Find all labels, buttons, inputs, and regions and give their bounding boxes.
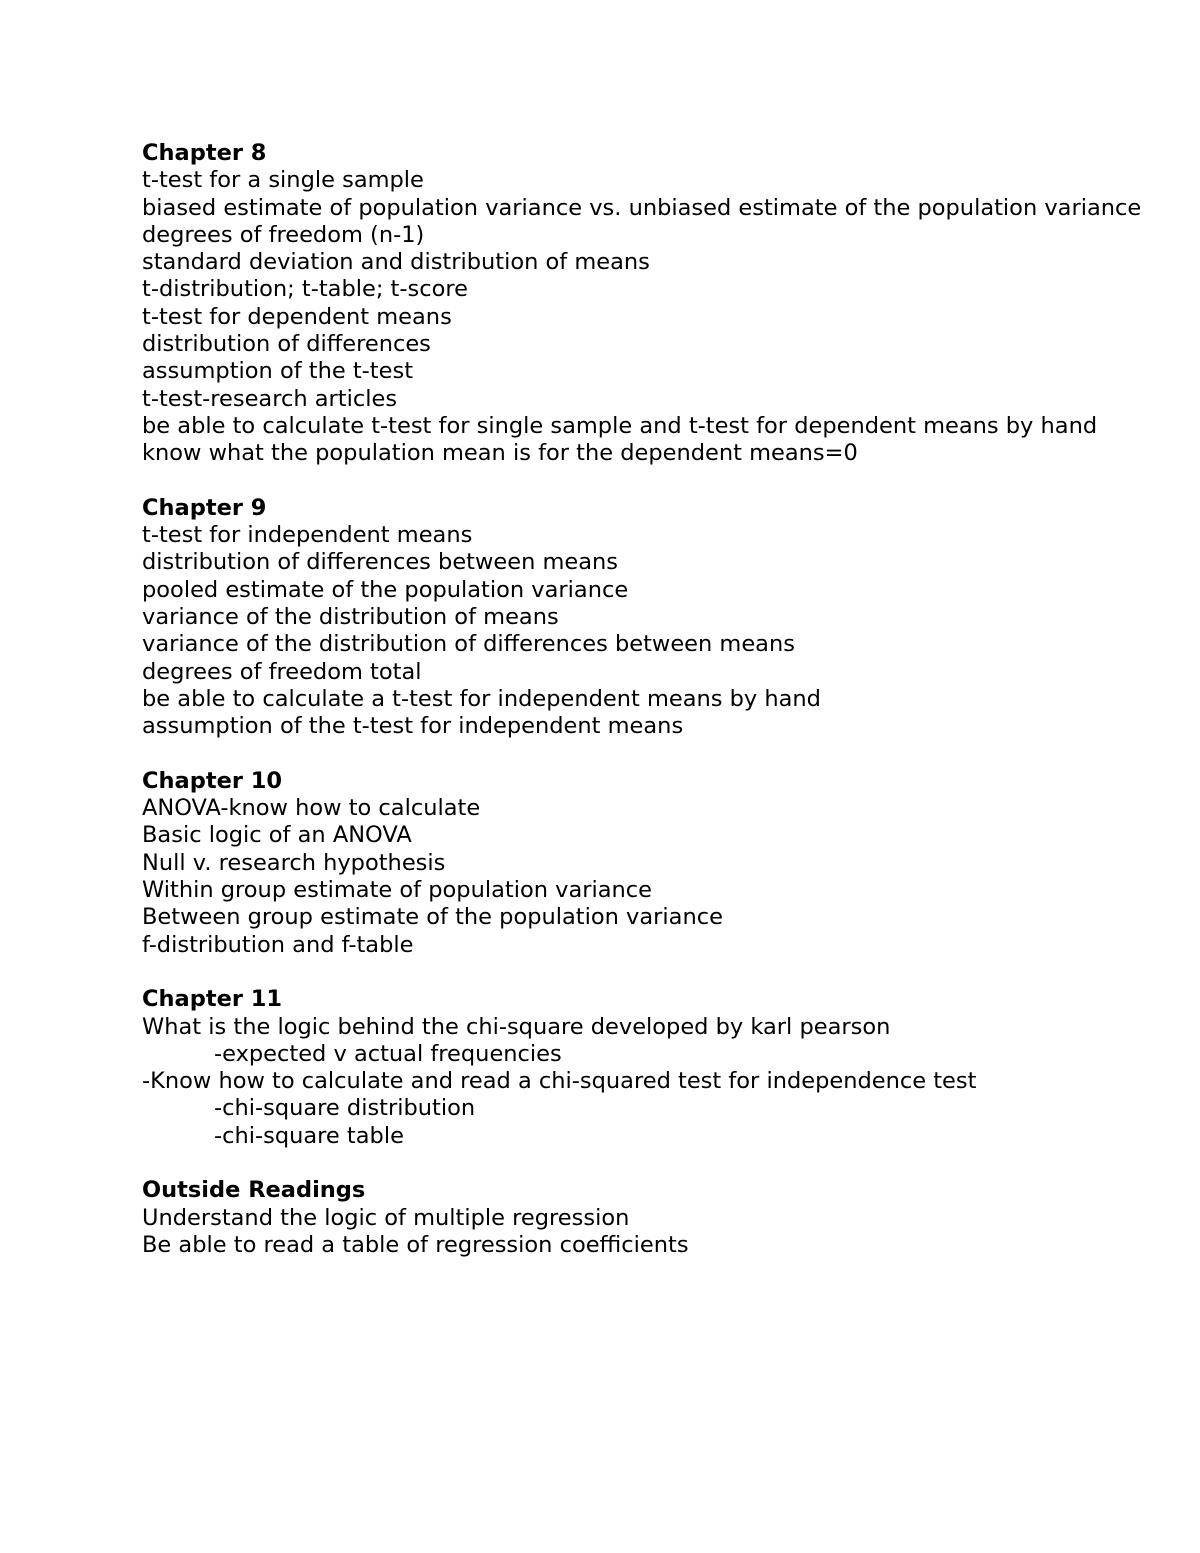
list-item: t-test for dependent means <box>142 303 452 330</box>
list-item: standard deviation and distribution of means <box>142 249 650 276</box>
list-item: degrees of freedom (n-1) <box>142 221 425 248</box>
list-item: be able to calculate t-test for single sample and t-test for dependent means by hand <box>142 412 1098 439</box>
list-item: t-test for a single sample <box>142 167 424 194</box>
list-item: degrees of freedom total <box>142 658 422 685</box>
indented-list-item: -chi-square distribution <box>214 1095 476 1122</box>
list-item: Basic logic of an ANOVA <box>142 822 412 849</box>
list-item: ANOVA-know how to calculate <box>142 795 481 822</box>
section <box>142 140 1142 468</box>
list-item: assumption of the t-test for independent means <box>142 713 684 740</box>
list-item: t-test for independent means <box>142 522 473 549</box>
list-item: know what the population mean is for the dependent means=0 <box>142 440 858 467</box>
section-heading: Chapter 11 <box>142 986 283 1013</box>
list-item: t-test-research articles <box>142 385 398 412</box>
list-item: variance of the distribution of differences between means <box>142 631 795 658</box>
section <box>142 495 1142 741</box>
list-item: variance of the distribution of means <box>142 604 559 631</box>
list-item: Within group estimate of population variance <box>142 877 652 904</box>
list-item: be able to calculate a t-test for independent means by hand <box>142 685 821 712</box>
section-heading: Outside Readings <box>142 1177 366 1204</box>
list-item: Null v. research hypothesis <box>142 849 446 876</box>
section <box>142 986 1142 1150</box>
list-item: distribution of differences <box>142 331 431 358</box>
list-item: assumption of the t-test <box>142 358 414 385</box>
list-item: distribution of differences between means <box>142 549 619 576</box>
document-body <box>142 140 1142 1286</box>
list-item: What is the logic behind the chi-square developed by karl pearson <box>142 1013 891 1040</box>
section <box>142 1177 1142 1259</box>
list-item: pooled estimate of the population variance <box>142 576 629 603</box>
section-heading: Chapter 9 <box>142 494 267 521</box>
section <box>142 768 1142 959</box>
list-item: Be able to read a table of regression coefficients <box>142 1231 689 1258</box>
list-item: Understand the logic of multiple regression <box>142 1204 630 1231</box>
indented-list-item: -chi-square table <box>214 1122 404 1149</box>
section-heading: Chapter 10 <box>142 767 283 794</box>
list-item: t-distribution; t-table; t-score <box>142 276 468 303</box>
list-item: -Know how to calculate and read a chi-squared test for independence test <box>142 1068 977 1095</box>
indented-list-item: -expected v actual frequencies <box>214 1040 562 1067</box>
list-item: Between group estimate of the population variance <box>142 904 723 931</box>
list-item: biased estimate of population variance vs. unbiased estimate of the population variance <box>142 194 1142 221</box>
list-item: f-distribution and f-table <box>142 931 414 958</box>
section-heading: Chapter 8 <box>142 140 267 166</box>
